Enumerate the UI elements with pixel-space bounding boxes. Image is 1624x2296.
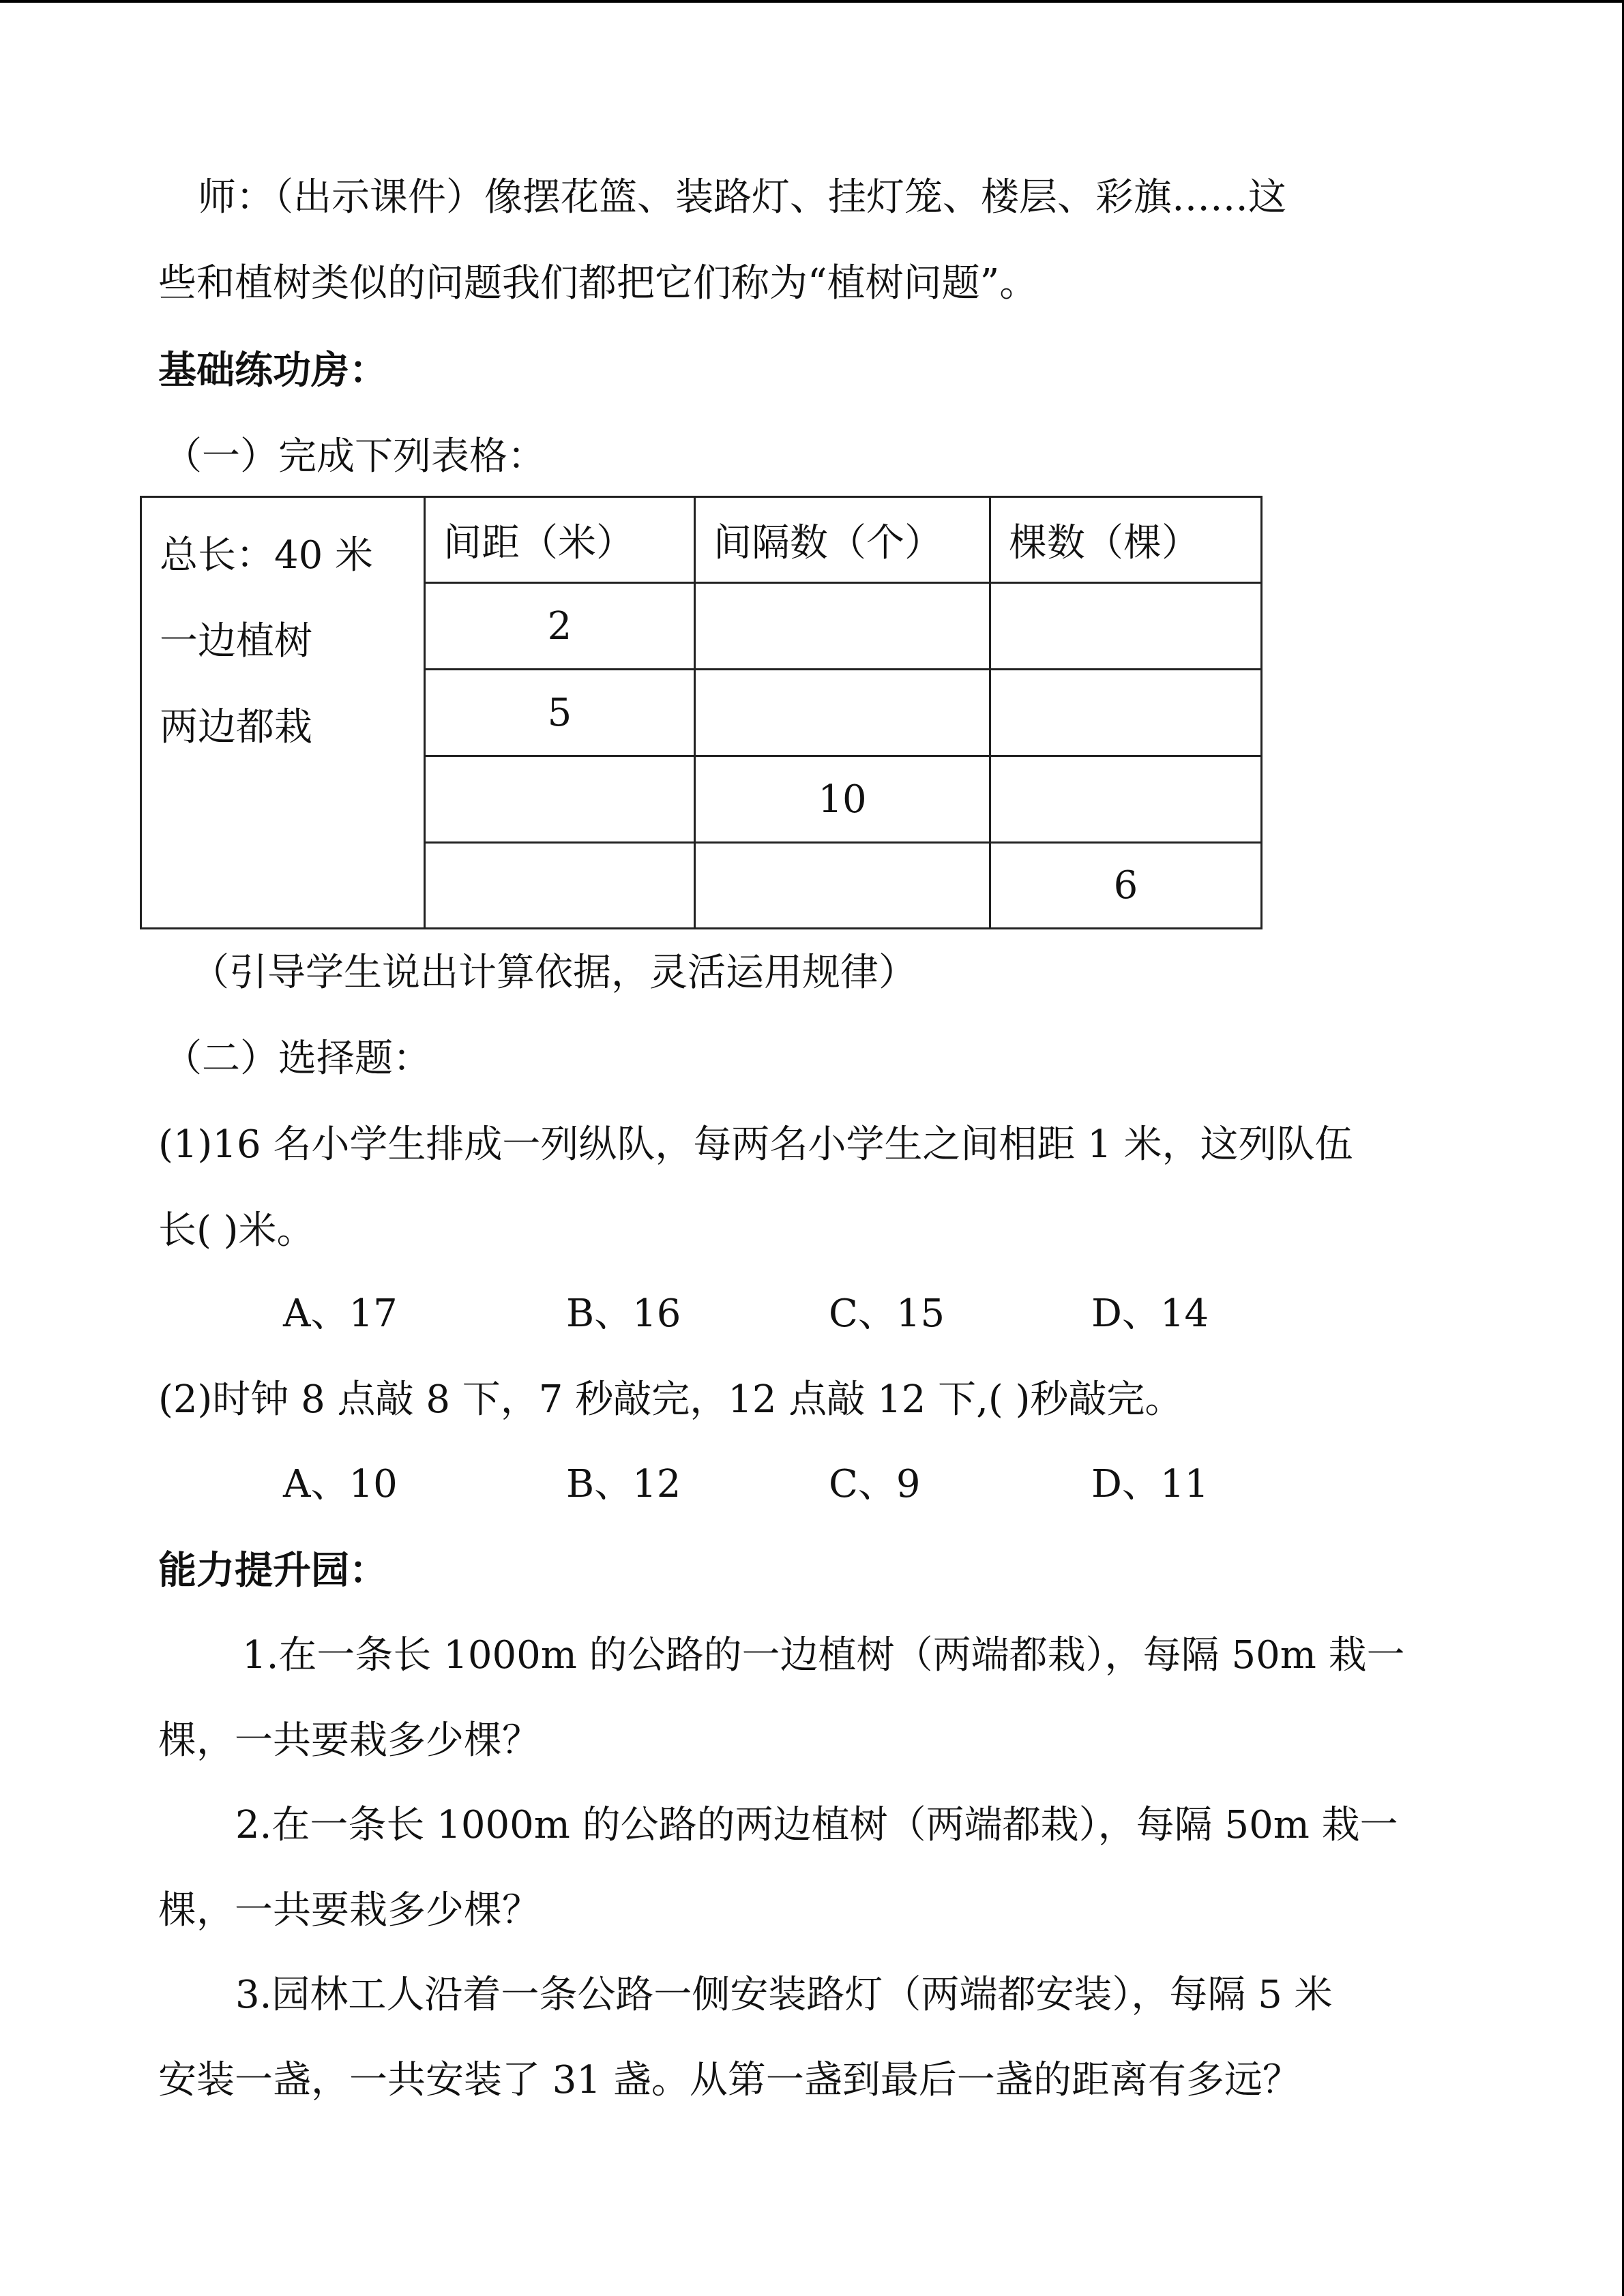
question-2-option-a: A、10 (283, 1462, 398, 1506)
question-2-line-1: (2)时钟 8 点敲 8 下，7 秒敲完，12 点敲 12 下,( )秒敲完。 (158, 1377, 1183, 1422)
table-side-cell (141, 497, 425, 929)
part2-title: （二）选择题： (164, 1037, 431, 1081)
table-cell: 10 (695, 756, 990, 843)
section-heading-basic: 基础练功房： (158, 348, 387, 393)
table-note: （引导学生说出计算依据，灵活运用规律） (191, 951, 917, 995)
table-cell: 6 (990, 843, 1262, 929)
table-cell (990, 583, 1262, 670)
table-cell (425, 843, 695, 929)
table-cell: 2 (425, 583, 695, 670)
table-cell (990, 756, 1262, 843)
question-1-option-c: C、15 (829, 1292, 945, 1336)
table-cell (425, 756, 695, 843)
problem-3-line-1: 3.园林工人沿着一条公路一侧安装路灯（两端都安装），每隔 5 米 (235, 1973, 1333, 2017)
problem-2-line-1: 2.在一条长 1000m 的公路的两边植树（两端都栽），每隔 50m 栽一 (235, 1803, 1398, 1847)
table-cell (695, 670, 990, 756)
question-2-option-b: B、12 (566, 1462, 681, 1506)
header-spacing: 间距（米） (425, 497, 695, 583)
problem-2-line-2: 棵，一共要栽多少棵？ (158, 1888, 540, 1933)
question-1-option-b: B、16 (566, 1292, 681, 1336)
problem-1-line-1: 1.在一条长 1000m 的公路的一边植树（两端都栽），每隔 50m 栽一 (242, 1633, 1405, 1678)
part1-title: （一）完成下列表格： (164, 434, 546, 479)
side-label-both-ends: 两边都栽 (160, 705, 312, 749)
section-heading-advanced: 能力提升园： (158, 1548, 387, 1593)
question-1-line-1: (1)16 名小学生排成一列纵队，每两名小学生之间相距 1 米，这列队伍 (158, 1122, 1353, 1167)
problem-3-line-2: 安装一盏，一共安装了 31 盏。从第一盏到最后一盏的距离有多远？ (158, 2058, 1301, 2102)
question-2-option-c: C、9 (829, 1462, 921, 1506)
question-1-line-2: 长( )米。 (158, 1208, 315, 1253)
header-tree-count: 棵数（棵） (990, 497, 1262, 583)
problem-1-line-2: 棵，一共要栽多少棵？ (158, 1718, 540, 1763)
table-cell (695, 583, 990, 670)
table-cell: 5 (425, 670, 695, 756)
question-1-option-a: A、17 (283, 1292, 398, 1336)
intro-line-2: 些和植树类似的问题我们都把它们称为“植树问题”。 (158, 261, 1038, 305)
page-top-border (0, 0, 1624, 3)
practice-table (140, 496, 1263, 929)
table-cell (695, 843, 990, 929)
side-label-one-side: 一边植树 (160, 619, 312, 664)
table-cell (990, 670, 1262, 756)
side-label-total-length: 总长：40 米 (160, 533, 374, 578)
header-interval-count: 间隔数（个） (695, 497, 990, 583)
intro-line-1: 师：（出示课件）像摆花篮、装路灯、挂灯笼、楼层、彩旗……这 (198, 175, 1286, 220)
question-2-option-d: D、11 (1091, 1462, 1209, 1506)
question-1-option-d: D、14 (1091, 1292, 1209, 1336)
